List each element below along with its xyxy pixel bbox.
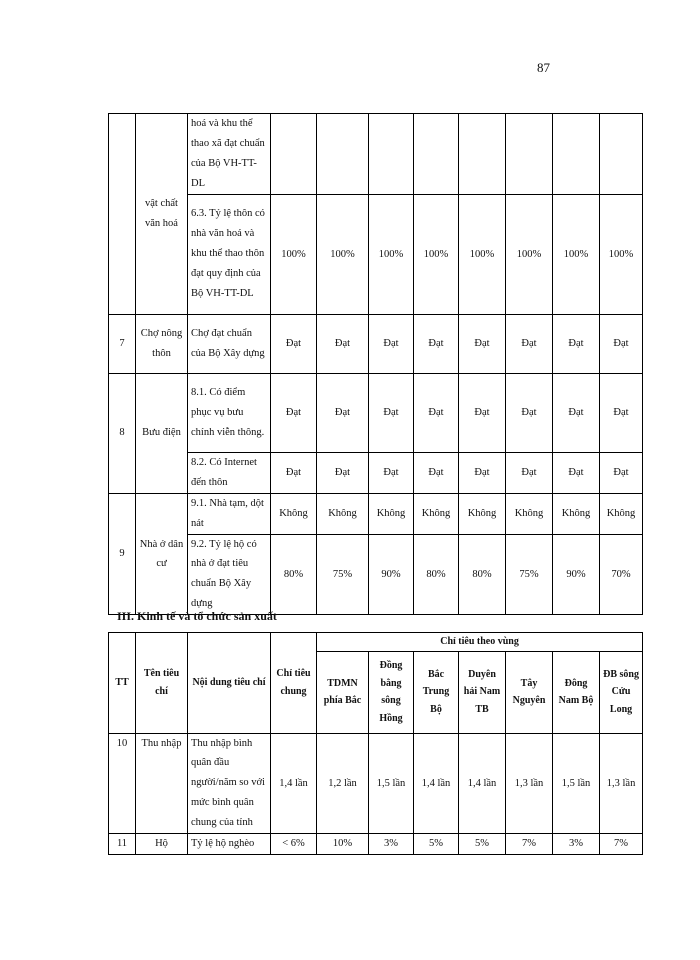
value-cell: Đạt: [553, 373, 600, 452]
value-cell: 90%: [553, 534, 600, 615]
section-heading: III. Kinh tế và tổ chức sản xuất: [117, 609, 277, 623]
table-row: [109, 314, 643, 373]
value-cell: Đạt: [600, 314, 643, 373]
value-cell: Đạt: [414, 373, 459, 452]
header-criterion-name: Tên tiêu chí: [136, 633, 188, 734]
header-criterion-content: Nội dung tiêu chí: [188, 633, 271, 734]
value-cell: 1,3 lần: [506, 733, 553, 834]
value-cell: Không: [553, 493, 600, 534]
value-cell: Đạt: [317, 373, 369, 452]
value-cell: Đạt: [506, 373, 553, 452]
header-row: [109, 633, 643, 652]
criterion-name-cell: Bưu điện: [136, 373, 188, 493]
value-cell: 75%: [317, 534, 369, 615]
value-cell: 1,5 lần: [369, 733, 414, 834]
value-cell: Không: [600, 493, 643, 534]
general-target-cell: 1,4 lần: [271, 733, 317, 834]
table-row: [109, 373, 643, 452]
row-number-cell: 7: [109, 314, 136, 373]
value-cell: 100%: [369, 194, 414, 314]
value-cell: [506, 114, 553, 195]
value-cell: [317, 114, 369, 195]
criterion-content-cell: 9.2. Tỷ lệ hộ có nhà ở đạt tiêu chuẩn Bộ Xây dựng: [188, 534, 271, 615]
criterion-name-cell: Hộ: [136, 834, 188, 854]
value-cell: 100%: [600, 194, 643, 314]
value-cell: Không: [506, 493, 553, 534]
value-cell: [369, 114, 414, 195]
criterion-content-cell: 6.3. Tỷ lệ thôn có nhà văn hoá và khu thể thao thôn đạt quy định của Bộ VH-TT-DL: [188, 194, 271, 314]
value-cell: [600, 114, 643, 195]
value-cell: Đạt: [506, 452, 553, 493]
economy-criteria-table: [108, 632, 643, 855]
value-cell: Không: [414, 493, 459, 534]
table-row: [109, 493, 643, 534]
row-number-cell: 8: [109, 373, 136, 493]
header-region: Đồng bằng sông Hồng: [369, 651, 414, 733]
row-number-cell: 10: [109, 733, 136, 834]
header-region: Duyên hải Nam TB: [459, 651, 506, 733]
value-cell: 100%: [553, 194, 600, 314]
value-cell: [271, 114, 317, 195]
value-cell: [459, 114, 506, 195]
header-region: Bắc Trung Bộ: [414, 651, 459, 733]
table-row: [109, 834, 643, 854]
table-row: [109, 114, 643, 195]
value-cell: Đạt: [369, 373, 414, 452]
header-general-target: Chỉ tiêu chung: [271, 633, 317, 734]
value-cell: Không: [369, 493, 414, 534]
value-cell: Không: [317, 493, 369, 534]
value-cell: Đạt: [317, 314, 369, 373]
criterion-content-cell: Chợ đạt chuẩn của Bộ Xây dựng: [188, 314, 271, 373]
value-cell: 100%: [506, 194, 553, 314]
row-number-cell: 11: [109, 834, 136, 854]
general-target-cell: < 6%: [271, 834, 317, 854]
value-cell: 80%: [271, 534, 317, 615]
value-cell: 70%: [600, 534, 643, 615]
value-cell: Đạt: [271, 314, 317, 373]
value-cell: 5%: [459, 834, 506, 854]
value-cell: Đạt: [317, 452, 369, 493]
value-cell: 1,2 lần: [317, 733, 369, 834]
value-cell: 1,4 lần: [414, 733, 459, 834]
value-cell: 1,4 lần: [459, 733, 506, 834]
criterion-content-cell: Tỷ lệ hộ nghèo: [188, 834, 271, 854]
header-region: ĐB sông Cửu Long: [600, 651, 643, 733]
value-cell: Đạt: [459, 452, 506, 493]
value-cell: Không: [459, 493, 506, 534]
value-cell: 100%: [317, 194, 369, 314]
value-cell: 10%: [317, 834, 369, 854]
header-regional-targets: Chỉ tiêu theo vùng: [317, 633, 643, 652]
value-cell: Đạt: [414, 314, 459, 373]
value-cell: Đạt: [600, 373, 643, 452]
row-number-cell: 9: [109, 493, 136, 615]
value-cell: Đạt: [369, 314, 414, 373]
value-cell: 5%: [414, 834, 459, 854]
value-cell: Đạt: [553, 452, 600, 493]
header-region: TDMN phía Bắc: [317, 651, 369, 733]
value-cell: [414, 114, 459, 195]
value-cell: 80%: [459, 534, 506, 615]
value-cell: Đạt: [553, 314, 600, 373]
value-cell: 3%: [369, 834, 414, 854]
value-cell: 1,3 lần: [600, 733, 643, 834]
criterion-name-cell: Nhà ở dân cư: [136, 493, 188, 615]
value-cell: 100%: [459, 194, 506, 314]
table-row: [109, 534, 643, 615]
table-row: [109, 194, 643, 314]
criteria-table-continued: [108, 113, 643, 615]
criterion-content-cell: Thu nhập bình quân đầu người/năm so với mức bình quân chung của tỉnh: [188, 733, 271, 834]
value-cell: Đạt: [459, 314, 506, 373]
value-cell: 7%: [506, 834, 553, 854]
table-row: [109, 733, 643, 834]
header-tt: TT: [109, 633, 136, 734]
value-cell: Không: [271, 493, 317, 534]
criterion-content-cell: 9.1. Nhà tạm, dột nát: [188, 493, 271, 534]
page-number: 87: [537, 60, 550, 75]
criterion-name-cell: Chợ nông thôn: [136, 314, 188, 373]
value-cell: 100%: [414, 194, 459, 314]
value-cell: Đạt: [459, 373, 506, 452]
value-cell: 80%: [414, 534, 459, 615]
value-cell: Đạt: [506, 314, 553, 373]
criterion-content-cell: hoá và khu thể thao xã đạt chuẩn của Bộ VH-TT-DL: [188, 114, 271, 195]
value-cell: Đạt: [271, 373, 317, 452]
value-cell: Đạt: [414, 452, 459, 493]
criterion-content-cell: 8.2. Có Internet đến thôn: [188, 452, 271, 493]
value-cell: Đạt: [271, 452, 317, 493]
value-cell: Đạt: [600, 452, 643, 493]
value-cell: [553, 114, 600, 195]
value-cell: 1,5 lần: [553, 733, 600, 834]
value-cell: 3%: [553, 834, 600, 854]
row-number-cell: [109, 114, 136, 315]
header-region: Tây Nguyên: [506, 651, 553, 733]
criterion-content-cell: 8.1. Có điểm phục vụ bưu chính viễn thông.: [188, 373, 271, 452]
value-cell: 75%: [506, 534, 553, 615]
value-cell: 7%: [600, 834, 643, 854]
value-cell: 100%: [271, 194, 317, 314]
header-region: Đông Nam Bộ: [553, 651, 600, 733]
value-cell: Đạt: [369, 452, 414, 493]
value-cell: 90%: [369, 534, 414, 615]
table-row: [109, 452, 643, 493]
criterion-name-cell: Thu nhập: [136, 733, 188, 834]
criterion-name-cell: vật chất văn hoá: [136, 114, 188, 315]
